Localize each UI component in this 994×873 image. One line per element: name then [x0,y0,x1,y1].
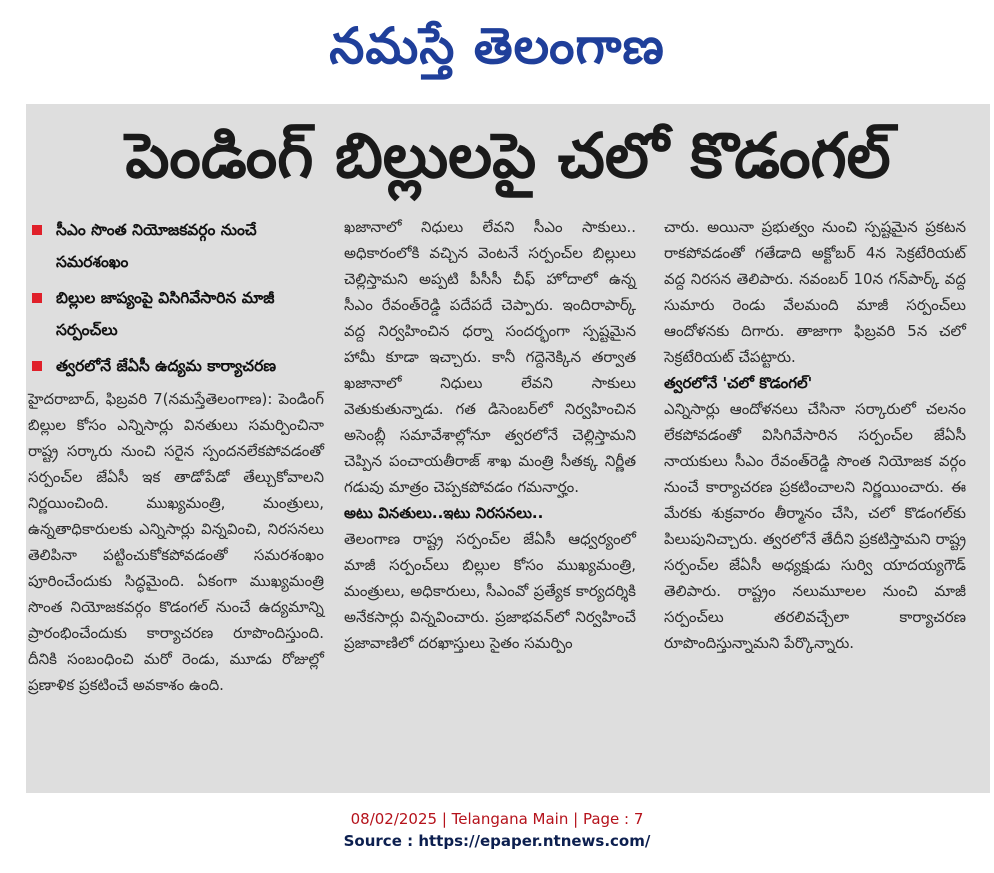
article-headline: పెండింగ్ బిల్లులపై చలో కొడంగల్ [125,119,891,192]
footer [0,808,994,852]
column-3 [664,214,966,656]
sub-heading: త్వరలోనే 'చలో కొడంగల్' [664,374,813,392]
bullet-text: బిల్లుల జాప్యంపై విసిగివేసారిన మాజీ సర్పంచ్‌లు [56,289,275,339]
column-2 [344,214,636,656]
body-paragraph: ఖజానాలో నిధులు లేవని సీఎం సాకులు.. అధికారంలోకి వచ్చిన వెంటనే సర్పంచ్‌ల బిల్లులు చెల్లిస్తామని అప్పటి పీసీసీ చీఫ్ హోదాలో ఉన్న సీఎం రేవంత్‌రెడ్డి పదేపదే చెప్పారు. ఇందిరాపార్క్ వద్ద నిర్వహించిన ధర్నా సందర్భంగా స్పష్టమైన హామీ కూడా ఇచ్చారు. కానీ గద్దెనెక్కిన తర్వాత ఖజానాలో నిధులు లేవని సాకులు వెతుకుతున్నాడు. గత డిసెంబర్‌లో నిర్వహించిన అసెంబ్లీ సమావేశాల్లోనూ త్వరలోనే చెల్లిస్తామని చెప్పిన పంచాయతీరాజ్ శాఖ మంత్రి సీతక్క నిర్ణీత గడువు మాత్రం చెప్పకపోవడం గమనార్హం. [344,218,636,496]
bullet-text: సీఎం సొంత నియోజకవర్గం నుంచే సమరశంఖం [56,221,257,271]
sub-heading: అటు వినతులు..ఇటు నిరసనలు.. [344,504,544,522]
bullet-square-icon [32,225,42,235]
highlight-bullet [28,282,324,346]
body-paragraph: ఎన్నిసార్లు ఆందోళనలు చేసినా సర్కారులో చలనం లేకపోవడంతో విసిగివేసారిన సర్పంచ్‌ల జేఏసీ నాయకులు సీఎం రేవంత్‌రెడ్డి సొంత నియోజక వర్గం నుంచే కార్యాచరణ ప్రకటించాలని నిర్ణయించారు. ఈ మేరకు శుక్రవారం తీర్మానం చేసి, చలో కొడంగల్‌కు పిలుపునిచ్చారు. త్వరలోనే తేదీని ప్రకటిస్తామని రాష్ట్ర సర్పంచ్‌ల జేఏసీ అధ్యక్షుడు సుర్వి యాదయ్యగౌడ్ తెలిపారు. రాష్ట్రం నలుమూలల నుంచి మాజీ సర్పంచ్‌లు తరలివచ్చేలా కార్యాచరణ రూపొందిస్తున్నామని పేర్కొన్నారు. [664,400,966,652]
highlight-bullet [28,214,324,278]
column-1 [28,214,324,698]
newspaper-logo: నమస్తే తెలంగాణ [329,17,665,75]
bullet-text: త్వరలోనే జేఏసీ ఉద్యమ కార్యాచరణ [56,357,277,375]
body-paragraph: హైదరాబాద్, ఫిబ్రవరి 7(నమస్తేతెలంగాణ): పెండింగ్ బిల్లుల కోసం ఎన్నిసార్లు వినతులు సమర్పించినా రాష్ట్ర సర్కారు నుంచి సరైన స్పందనలేకపోవడంతో సర్పంచ్‌ల జేఏసీ ఇక తాడోపేడో తేల్చుకోవాలని నిర్ణయించింది. ముఖ్యమంత్రి, మంత్రులు, ఉన్నతాధికారులకు ఎన్నిసార్లు విన్నవించి, నిరసనలు తెలిపినా పట్టించుకోకపోవడంతో సమరశంఖం పూరించేందుకు సిద్ధమైంది. ఏకంగా ముఖ్యమంత్రి సొంత నియోజకవర్గం కొడంగల్ నుంచే ఉద్యమాన్ని ప్రారంభించేందుకు కార్యాచరణ రూపొందిస్తుంది. దీనికి సంబంధించి మరో రెండు, మూడు రోజుల్లో ప్రణాళిక ప్రకటించే అవకాశం ఉంది. [28,390,324,694]
edition-info: 08/02/2025 | Telangana Main | Page : 7 [350,810,644,828]
bullet-square-icon [32,361,42,371]
body-paragraph: చారు. అయినా ప్రభుత్వం నుంచి స్పష్టమైన ప్రకటన రాకపోవడంతో గతేడాది అక్టోబర్ 4న సెక్రటేరియట్ వద్ద నిరసన తెలిపారు. నవంబర్ 10న గన్‌పార్క్ వద్ద సుమారు రెండు వేలమంది మాజీ సర్పంచ్‌లు ఆందోళనకు దిగారు. తాజాగా ఫిబ్రవరి 5న చలో సెక్రటేరియట్ చేపట్టారు. [664,218,966,366]
body-paragraph: తెలంగాణ రాష్ట్ర సర్పంచ్‌ల జేఏసీ ఆధ్వర్యంలో మాజీ సర్పంచ్‌లు బిల్లుల కోసం ముఖ్యమంత్రి, మంత్రులు, అధికారులు, సీఎంవో ప్రత్యేక కార్యదర్శికి అనేకసార్లు విన్నవించారు. ప్రజాభవన్‌లో నిర్వహించే ప్రజావాణిలో దరఖాస్తులు సైతం సమర్పిం [344,530,636,652]
source-link[interactable]: Source : https://epaper.ntnews.com/ [343,832,651,850]
bullet-square-icon [32,293,42,303]
masthead [0,0,994,100]
news-clipping [26,104,990,793]
highlight-bullet [28,350,324,382]
